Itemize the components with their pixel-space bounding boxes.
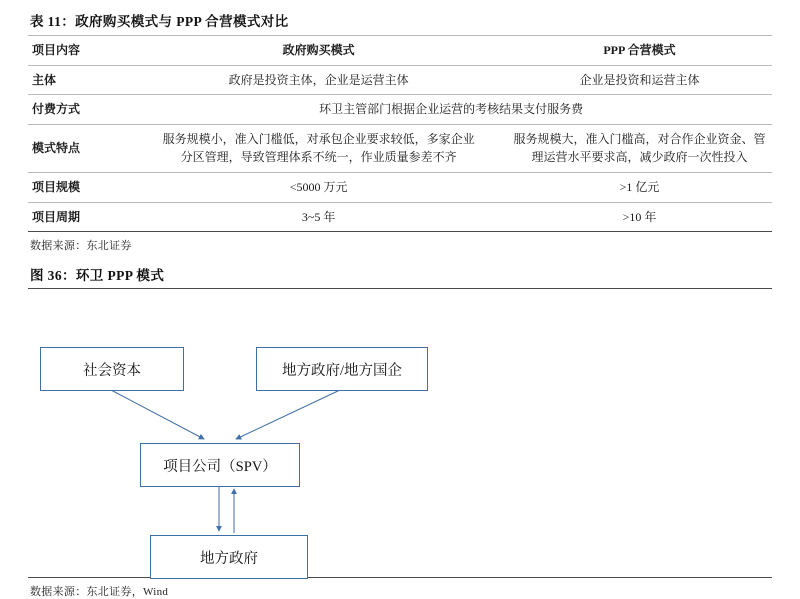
connector-gov-to-spv: [236, 390, 340, 439]
ppp-diagram: [28, 295, 772, 575]
table-source: 数据来源：东北证券: [30, 240, 132, 253]
connector-social-to-spv: [111, 390, 204, 439]
figure-title: 图 36：环卫 PPP 模式: [28, 262, 772, 289]
row-cell-ppp: 企业是投资和运营主体: [507, 65, 772, 95]
table-row: [28, 124, 772, 172]
node-spv: 项目公司（SPV）: [140, 443, 300, 487]
row-cell-line: 服务规模小，准入门槛低，对承包企业要求较低，多家企业: [162, 131, 475, 146]
row-cell-gov: 3~5 年: [130, 202, 507, 232]
node-local-gov-soe: 地方政府/地方国企: [256, 347, 428, 391]
table-row: [28, 95, 772, 125]
row-label: 项目周期: [28, 202, 130, 232]
figure-36-block: [28, 262, 772, 599]
table-title: 表 11：政府购买模式与 PPP 合营模式对比: [30, 14, 289, 29]
table-header-cell-2: 政府购买模式: [130, 36, 507, 66]
row-cell-line: 理运营水平要求高，减少政府一次性投入: [531, 150, 748, 165]
node-social-capital: 社会资本: [40, 347, 184, 391]
table-header-row: [28, 36, 772, 66]
node-local-gov: 地方政府: [150, 535, 308, 579]
row-cell-ppp: >10 年: [507, 202, 772, 232]
row-label: 项目规模: [28, 172, 130, 202]
row-cell-gov: <5000 万元: [130, 172, 507, 202]
row-cell-line: 分区管理，导致管理体系不统一，作业质量参差不齐: [180, 150, 457, 165]
table-row: [28, 202, 772, 232]
table-row: [28, 65, 772, 95]
row-label: 模式特点: [28, 124, 130, 172]
table-header-cell-3: PPP 合营模式: [507, 36, 772, 66]
comparison-table: [28, 35, 772, 232]
row-label: 主体: [28, 65, 130, 95]
row-cell-gov: [130, 124, 507, 172]
table-11-block: [28, 8, 772, 253]
row-cell-ppp: >1 亿元: [507, 172, 772, 202]
figure-source: 数据来源：东北证券，Wind: [28, 577, 772, 599]
table-row: [28, 172, 772, 202]
row-label: 付费方式: [28, 95, 130, 125]
table-header-cell-1: 项目内容: [28, 36, 130, 66]
row-cell-span: 环卫主管部门根据企业运营的考核结果支付服务费: [130, 95, 772, 125]
row-cell-line: 服务规模大，准入门槛高，对合作企业资金、管: [513, 131, 766, 146]
row-cell-ppp: [507, 124, 772, 172]
row-cell-gov: 政府是投资主体，企业是运营主体: [130, 65, 507, 95]
